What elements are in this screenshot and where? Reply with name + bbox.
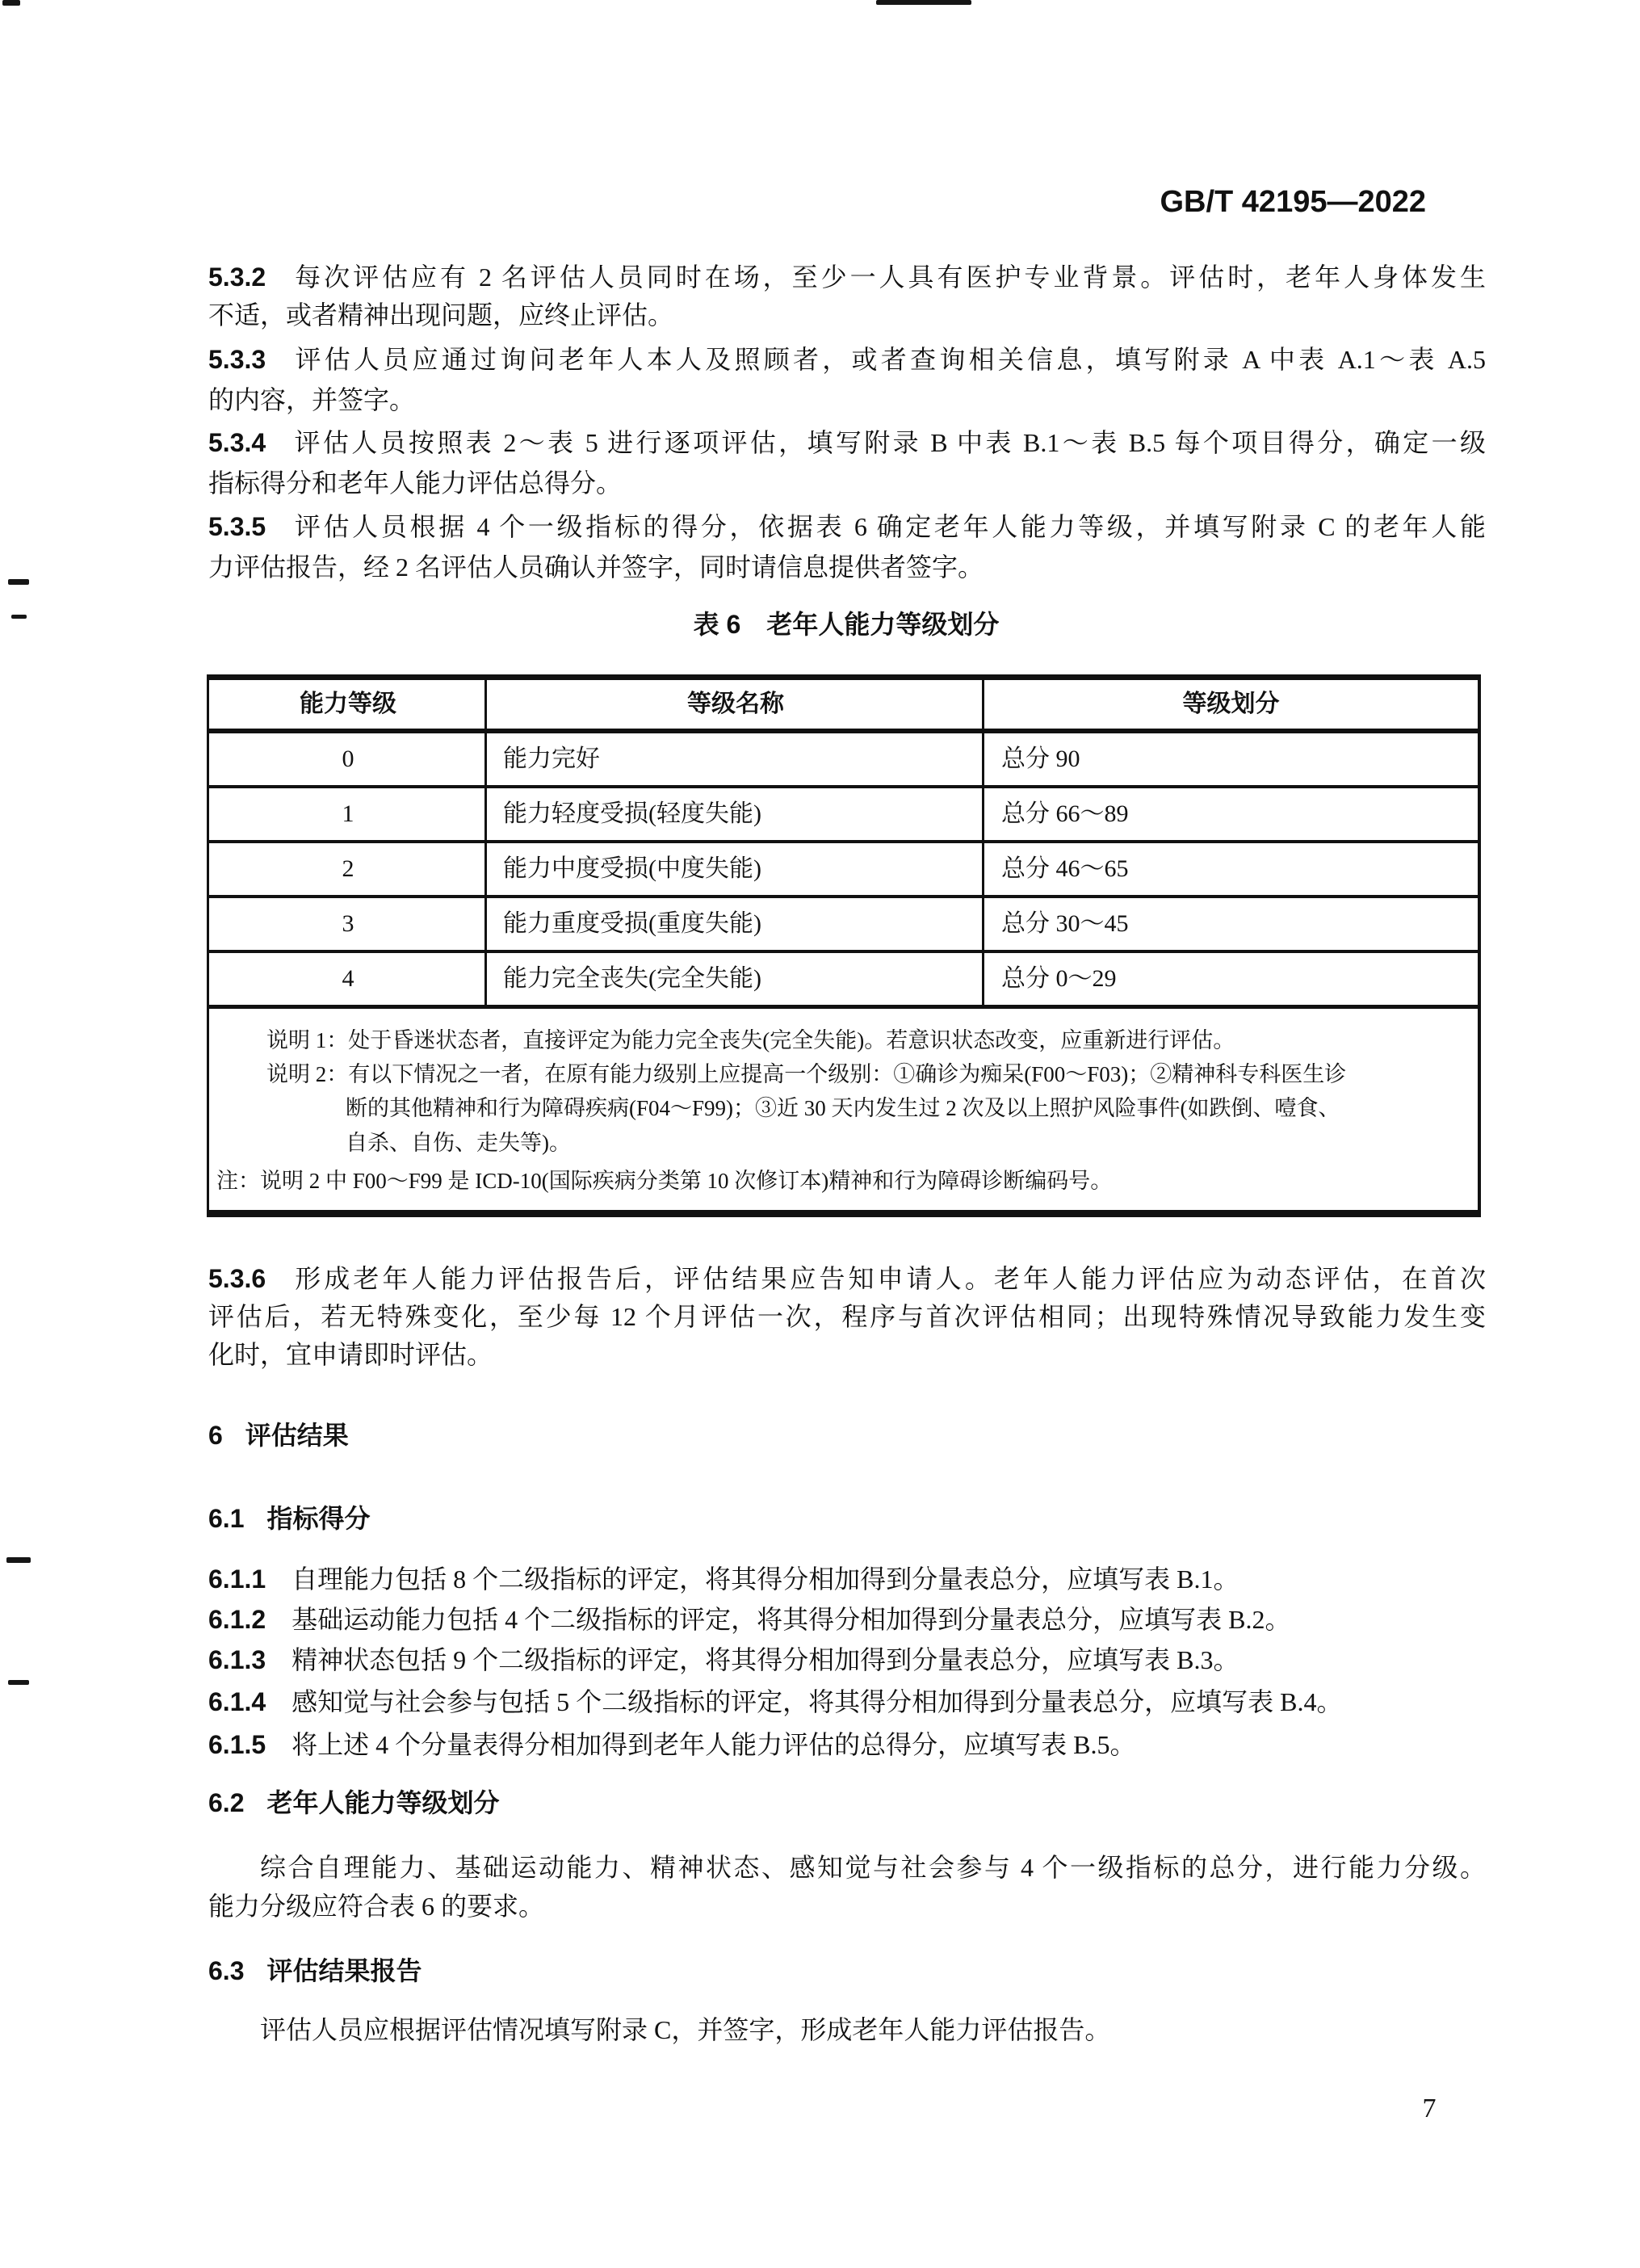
table6-row — [209, 898, 1478, 953]
clause-text: 评估人员根据 4 个一级指标的得分，依据表 6 确定老年人能力等级，并填写附录 C 的老年人能 — [292, 512, 1486, 541]
clause-5-3-3-line-1 — [208, 339, 1486, 380]
clause-6-1-5 — [208, 1724, 1486, 1765]
clause-5-3-3-line-2: 的内容，并签字。 — [208, 385, 416, 414]
cell-name: 能力重度受损(重度失能) — [503, 910, 761, 937]
clause-text: 评估人员按照表 2～表 5 进行逐项评估，填写附录 B 中表 B.1～表 B.5 每个项目得分，确定一级 — [292, 428, 1486, 457]
heading-title: 老年人能力等级划分 — [266, 1788, 500, 1817]
heading-title: 评估结果 — [245, 1421, 349, 1450]
cell-level: 0 — [342, 746, 354, 772]
table6-header-row — [209, 680, 1478, 733]
clause-5-3-6-line-2: 评估后，若无特殊变化，至少每 12 个月评估一次，程序与首次评估相同；出现特殊情况导致能力发生变 — [208, 1302, 1486, 1331]
table6-title: 表 6 老年人能力等级划分 — [693, 610, 1000, 639]
clause-5-3-2-line-1 — [208, 257, 1486, 297]
cell-name: 能力完好 — [503, 746, 600, 772]
clause-6-1-2 — [208, 1599, 1486, 1640]
clause-number: 6.1.3 — [208, 1645, 266, 1674]
clause-number: 6.1.2 — [208, 1605, 266, 1634]
clause-number: 5.3.5 — [208, 512, 266, 541]
table6-header-name: 等级名称 — [687, 691, 784, 717]
clause-text: 感知觉与社会参与包括 5 个二级指标的评定，将其得分相加得到分量表总分，应填写表 B.4。 — [292, 1687, 1343, 1716]
scan-artifact — [2, 0, 20, 6]
scan-artifact — [11, 615, 27, 619]
table6-row — [209, 843, 1478, 898]
table6-header-level: 能力等级 — [300, 691, 396, 717]
table6-note: 注：说明 2 中 F00～F99 是 ICD-10(国际疾病分类第 10 次修订本)精神和行为障碍诊断编码号。 — [216, 1169, 1113, 1193]
heading-6-1 — [208, 1498, 1486, 1539]
scan-artifact — [6, 1557, 31, 1563]
cell-name: 能力中度受损(中度失能) — [503, 855, 761, 882]
clause-text: 每次评估应有 2 名评估人员同时在场，至少一人具有医护专业背景。评估时，老年人身体发生 — [292, 262, 1486, 292]
para-6-3-line-1: 评估人员应根据评估情况填写附录 C，并签字，形成老年人能力评估报告。 — [260, 2015, 1111, 2044]
clause-text: 精神状态包括 9 个二级指标的评定，将其得分相加得到分量表总分，应填写表 B.3。 — [292, 1645, 1239, 1674]
cell-level: 1 — [342, 800, 354, 827]
table6-header-range: 等级划分 — [1182, 691, 1280, 717]
cell-range: 总分 0～29 — [1001, 965, 1117, 992]
cell-level: 3 — [342, 910, 354, 937]
clause-number: 6.1.1 — [208, 1564, 266, 1594]
clause-text: 评估人员应通过询问老年人本人及照顾者，或者查询相关信息，填写附录 A 中表 A.1～表 A.5 — [292, 345, 1486, 374]
clause-6-1-4 — [208, 1682, 1486, 1722]
clause-number: 6.1.5 — [208, 1730, 266, 1759]
table6-row — [209, 733, 1478, 788]
cell-level: 4 — [342, 965, 354, 992]
heading-title: 指标得分 — [266, 1504, 371, 1533]
table6-notes — [209, 1009, 1478, 1210]
clause-number: 6.1.4 — [208, 1687, 266, 1716]
clause-5-3-2-line-2: 不适，或者精神出现问题，应终止评估。 — [208, 300, 674, 330]
para-6-2-line-2: 能力分级应符合表 6 的要求。 — [208, 1892, 545, 1921]
clause-text: 形成老年人能力评估报告后，评估结果应告知申请人。老年人能力评估应为动态评估，在首次 — [292, 1264, 1486, 1293]
heading-6-2 — [208, 1783, 1486, 1823]
clause-number: 5.3.6 — [208, 1264, 266, 1293]
heading-number: 6.3 — [208, 1956, 245, 1985]
heading-number: 6 — [208, 1421, 223, 1450]
clause-5-3-6-line-1 — [208, 1258, 1486, 1299]
scan-artifact — [876, 0, 971, 5]
heading-title: 评估结果报告 — [266, 1956, 422, 1985]
table6-note: 说明 1：处于昏迷状态者，直接评定为能力完全丧失(完全失能)。若意识状态改变，应重新进行评估。 — [266, 1028, 1235, 1052]
clause-text: 自理能力包括 8 个二级指标的评定，将其得分相加得到分量表总分，应填写表 B.1。 — [292, 1564, 1239, 1594]
scan-artifact — [8, 579, 29, 585]
clause-5-3-5-line-2: 力评估报告，经 2 名评估人员确认并签字，同时请信息提供者签字。 — [208, 552, 984, 582]
standard-number-header: GB/T 42195—2022 — [1160, 185, 1426, 219]
clause-number: 5.3.4 — [208, 428, 266, 457]
clause-5-3-4-line-2: 指标得分和老年人能力评估总得分。 — [208, 468, 623, 498]
heading-number: 6.2 — [208, 1788, 245, 1817]
clause-6-1-1 — [208, 1559, 1486, 1599]
cell-name: 能力轻度受损(轻度失能) — [503, 800, 761, 827]
table6-note: 断的其他精神和行为障碍疾病(F04～F99)；③近 30 天内发生过 2 次及以上照护风险事件(如跌倒、噎食、 — [346, 1096, 1340, 1120]
clause-5-3-4-line-1 — [208, 422, 1486, 463]
cell-name: 能力完全丧失(完全失能) — [503, 965, 761, 992]
clause-6-1-3 — [208, 1640, 1486, 1680]
para-6-2-line-1: 综合自理能力、基础运动能力、精神状态、感知觉与社会参与 4 个一级指标的总分，进行能力分级。 — [260, 1853, 1486, 1882]
scan-artifact — [8, 1680, 29, 1685]
clause-number: 5.3.2 — [208, 262, 266, 292]
heading-6-3 — [208, 1951, 1486, 1991]
clause-5-3-5-line-1 — [208, 506, 1486, 547]
table6-note: 说明 2：有以下情况之一者，在原有能力级别上应提高一个级别：①确诊为痴呆(F00～F03)；②精神科专科医生诊 — [266, 1062, 1347, 1086]
table6 — [207, 674, 1481, 1217]
cell-range: 总分 66～89 — [1001, 800, 1129, 827]
table6-note: 自杀、自伤、走失等)。 — [346, 1131, 571, 1155]
table6-row — [209, 788, 1478, 843]
heading-6 — [208, 1415, 1486, 1455]
clause-5-3-6-line-3: 化时，宜申请即时评估。 — [208, 1340, 493, 1369]
cell-level: 2 — [342, 855, 354, 882]
clause-text: 将上述 4 个分量表得分相加得到老年人能力评估的总得分，应填写表 B.5。 — [292, 1730, 1136, 1759]
clause-text: 基础运动能力包括 4 个二级指标的评定，将其得分相加得到分量表总分，应填写表 B.2。 — [292, 1605, 1291, 1634]
cell-range: 总分 46～65 — [1001, 855, 1129, 882]
clause-number: 5.3.3 — [208, 345, 266, 374]
table6-row — [209, 953, 1478, 1009]
cell-range: 总分 90 — [1001, 746, 1080, 772]
page-number: 7 — [1422, 2094, 1437, 2123]
heading-number: 6.1 — [208, 1504, 245, 1533]
cell-range: 总分 30～45 — [1001, 910, 1129, 937]
